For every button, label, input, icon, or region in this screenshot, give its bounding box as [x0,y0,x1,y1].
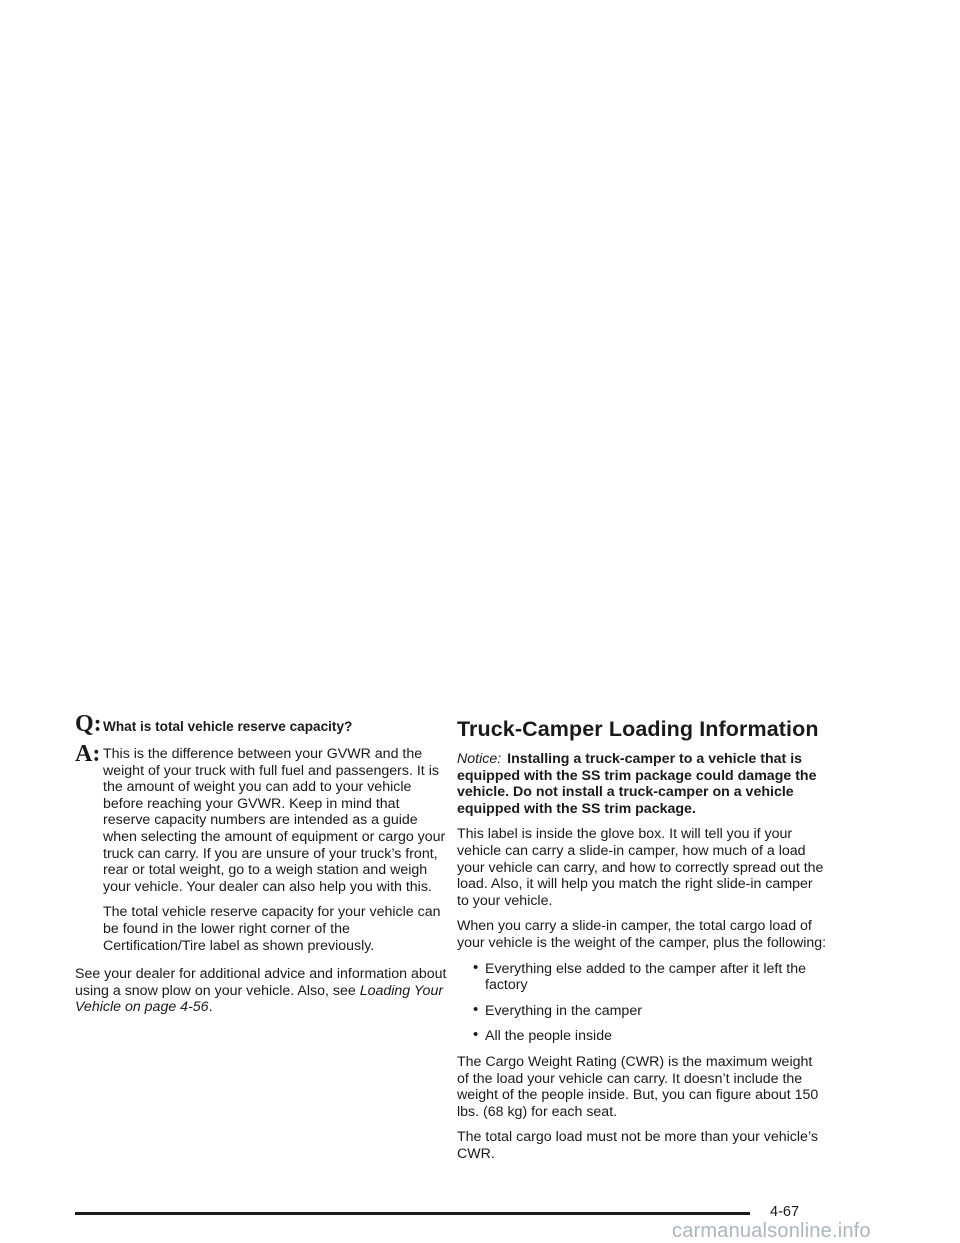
answer-marker: A: [75,741,101,767]
total-cargo-paragraph: The total cargo load must not be more than your vehicle’s CWR. [457,1129,818,1162]
see-dealer-paragraph [75,966,450,1016]
page-number: 4-67 [770,1204,800,1220]
list-item: • Everything else added to the camper after it left the factory [473,961,827,994]
notice-paragraph [457,751,827,817]
cwr-paragraph: The Cargo Weight Rating (CWR) is the maximum weight of the load your vehicle can carry. It doesn’t include the weight of the people inside. But, you can figure about 150 lbs. (68 kg) for each seat. [457,1053,819,1120]
list-item: • All the people inside [473,1028,827,1045]
notice-label: Notice: [457,751,502,767]
question-row [75,712,450,736]
loading-vehicle-reference-link[interactable]: Loading Your Vehicle on page 4-56 [75,982,444,1016]
answer-paragraph: This is the difference between your GVWR and the weight of your truck with full fuel and passengers. It is the amount of weight you can add to your vehicle before reaching your GVWR. Keep in mind that reserve capacity numbers are intended as a guide when selecting the amount of equipment or cargo your truck can carry. If you are unsure of your truck’s front, rear or total weight, go to a weigh station and weigh your vehicle. Your dealer can also help you with this. [103,746,446,895]
notice-text: Installing a truck-camper to a vehicle that is equipped with the SS trim package could damage the vehicle. Do not install a truck-camper on a vehicle equipped with the SS trim package. [457,751,817,817]
see-dealer-end: . [208,999,213,1016]
question-text: What is total vehicle reserve capacity? [103,719,353,734]
truck-camper-section [457,716,827,1171]
list-item: • Everything in the camper [473,1003,827,1020]
watermark: carmanualsonline.info [672,1220,871,1242]
answer-row [75,741,450,966]
see-dealer-text: See your dealer for additional advice and information about using a snow plow on your vehicle. Also, see [75,966,447,999]
qa-section [75,712,450,1016]
footer-rule [75,1212,750,1215]
section-heading: Truck-Camper Loading Information [457,717,819,741]
glove-box-paragraph: This label is inside the glove box. It will tell you if your vehicle can carry a slide-in camper, how much of a load your vehicle can carry, and how to correctly spread out the load. Also, it will help you match the right slide-in camper to your vehicle. [457,826,824,909]
question-marker: Q: [75,711,102,737]
answer-paragraph: The total vehicle reserve capacity for your vehicle can be found in the lower right corner of the Certification/Tire label as shown previously. [103,904,441,954]
cargo-load-paragraph: When you carry a slide-in camper, the total cargo load of your vehicle is the weight of the camper, plus the following: [457,918,827,951]
cargo-bullet-list [457,961,827,1045]
answer-body [103,746,450,966]
